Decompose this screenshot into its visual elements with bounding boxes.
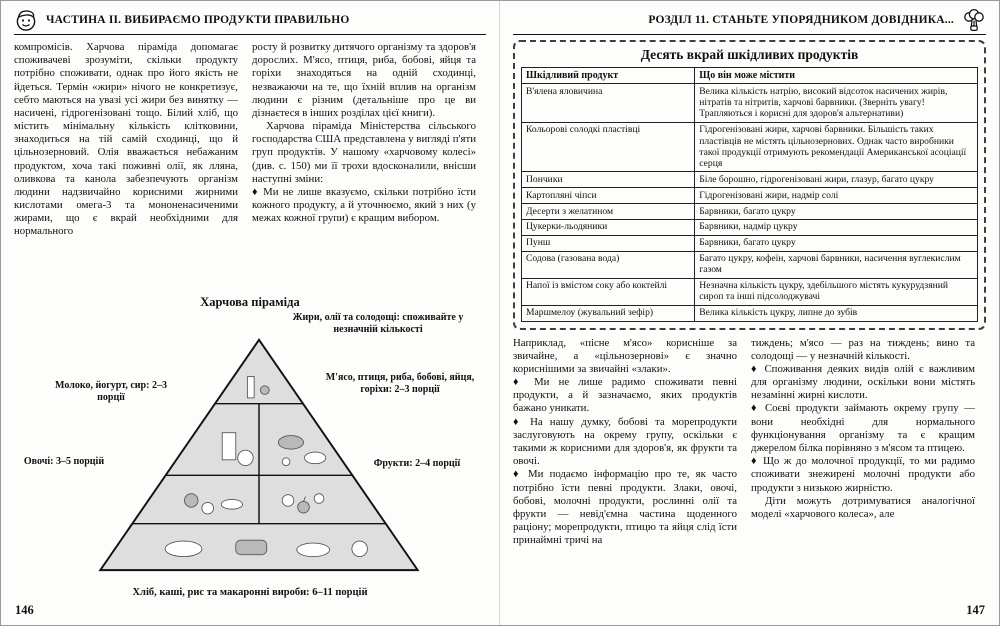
contents-cell: Велика кількість цукру, липне до зубів [695,305,978,321]
pyramid-label-vegetables: Овочі: 3–5 порцій [23,456,105,467]
food-pyramid-diagram [14,312,486,600]
right-header-title: РОЗДІЛ 11. СТАНЬТЕ УПОРЯДНИКОМ ДОВІДНИКА... [648,13,954,26]
pyramid-label-bread: Хліб, каші, рис та макаронні вироби: 6–11 порцій [132,587,368,598]
table-row [522,172,978,188]
paragraph: тиждень; м'ясо — раз на тиждень; вино та солодощі — у незначній кількості. [751,336,975,362]
contents-cell: Біле борошно, гідрогенізовані жири, глазур, багато цукру [695,172,978,188]
contents-cell: Гідрогенізовані жири, харчові барвники. Більшість таких пластівців не містять цільнозернових. Однак часто виробники такої продукції отримують рекомендації Американської асоціації серця [695,122,978,172]
product-cell: Цукерки-льодяники [522,219,695,235]
product-cell: Кольорові солодкі пластівці [522,122,695,172]
pyramid-label-meat: М'ясо, птиця, риба, бобові, яйця, горіхи: 2–3 порції [325,372,475,395]
product-cell: Десерти з желатином [522,204,695,220]
contents-cell: Барвники, надмір цукру [695,219,978,235]
paragraph: ♦ Ми не лише вказуємо, скільки потрібно їсти кожного продукту, а й уточнюємо, який з них (у межах кожної групи) є кращим вибором. [252,185,476,225]
product-cell: Пунш [522,235,695,251]
page-number: 147 [966,603,985,617]
page-right [500,1,999,625]
broccoli-icon [962,8,986,32]
product-cell: Маршмелоу (жувальний зефір) [522,305,695,321]
left-page-header [14,8,486,35]
contents-cell: Незначна кількість цукру, здебільшого містять кукурудзяний сироп та інші підсолоджувачі [695,278,978,305]
paragraph: ♦ На нашу думку, бобові та морепродукти заслуговують на окрему групу, оскільки є такими ж корисними для здоров'я, як фрукти та овочі. [513,415,737,468]
table-row [522,235,978,251]
right-page-header [513,8,986,35]
pyramid-label-dairy: Молоко, йогурт, сир: 2–3 порції [55,380,167,403]
left-column-1 [14,41,238,287]
column-header-contents: Що він може містити [695,68,978,84]
table-row [522,278,978,305]
table-row [522,188,978,204]
product-cell: Картопляні чіпси [522,188,695,204]
page-left [1,1,500,625]
cartoon-face-icon [14,8,38,32]
table-header-row [522,68,978,84]
harmful-products-box [513,40,986,330]
left-header-title: ЧАСТИНА II. ВИБИРАЄМО ПРОДУКТИ ПРАВИЛЬНО [46,13,350,26]
product-cell: Напої із вмістом соку або коктейлі [522,278,695,305]
paragraph: ♦ Соєві продукти займають окрему групу — вони необхідні для нормального функціонування організму та є кращим джерелом білка порівняно з м'ясом та птицею. [751,402,975,454]
right-column-2 [751,337,975,589]
table-row [522,122,978,172]
contents-cell: Гідрогенізовані жири, надмір солі [695,188,978,204]
paragraph: компромісів. Харчова піраміда допомагає споживачеві зрозуміти, скільки продукту потрібно споживати, однак про його якість не йдеться. Термін «жири» нічого не конкретизує, себто маються на увазі усі жири без винятку — насичені, гідрогенізовані тощо. Білий хліб, що містить мінімальну кількість клітковини, знаходиться на тій самій сходинці, що й цільнозерновий. Олія вважається небажаним продуктом, хоча такі поживні олії, як лляна, оливкова та канола забезпечують організм людини надзвичайно корисними жирними кислотами омега-3 та мононенасиченими жирами, що є вкрай необхідними для нормального [14,41,238,238]
paragraph: росту й розвитку дитячого організму та здоров'я дорослих. М'ясо, птиця, риба, бобові, яйця та горіхи знаходяться на одній сходинці, незважаючи на те, що їхній вплив на організм людини є різним (детальніше про це ви дізнаєтеся в інших розділах цієї книги). [252,41,476,119]
right-column-1 [513,337,737,589]
product-cell: Содова (газована вода) [522,251,695,278]
harmful-products-table [521,67,978,322]
paragraph: Наприклад, «пісне м'ясо» корисніше за звичайне, а «цільнозернові» є значно кориснішими за звичайні «злаки». [513,336,737,375]
pyramid-label-fruits: Фрукти: 2–4 порції [373,458,461,469]
pyramid-title: Харчова піраміда [200,295,300,309]
product-cell: Пончики [522,172,695,188]
product-cell: В'ялена яловичина [522,84,695,122]
table-row [522,305,978,321]
pyramid-graphic [94,334,424,574]
right-text-columns [513,337,986,589]
paragraph: ♦ Споживання деяких видів олій є важливим для організму людини, оскільки вони містять незамінні жирні кислоти. [751,362,975,402]
left-text-columns [14,41,486,287]
paragraph: Діти можуть дотримуватися аналогічної моделі «харчового колеса», але [751,494,975,520]
table-row [522,84,978,122]
contents-cell: Велика кількість натрію, високий відсоток насичених жирів, нітратів та нітритів, харчові барвники. (Зверніть увагу! Трапляються і корисні для здоров'я альтернативи) [695,84,978,122]
column-header-product: Шкідливий продукт [522,68,695,84]
table-row [522,219,978,235]
paragraph: ♦ Ми не лише радимо споживати певні продукти, а й зазначаємо, яких продуктів бажано уникати. [513,376,737,415]
left-column-2 [252,41,476,287]
paragraph: Харчова піраміда Міністерства сільського господарства США представлена у вигляді п'яти груп продуктів. У нашому «харчовому колесі» (див. с. 150) ми її трохи вдосконалили, внісши наступні зміни: [252,120,476,185]
contents-cell: Барвники, багато цукру [695,235,978,251]
table-row [522,251,978,278]
pyramid-label-fats: Жири, олії та солодощі: споживайте у незначній кількості [292,312,464,335]
contents-cell: Барвники, багато цукру [695,204,978,220]
contents-cell: Багато цукру, кофеїн, харчові барвники, насичення вуглекислим газом [695,251,978,278]
harmful-products-title: Десять вкрай шкідливих продуктів [640,47,859,62]
table-row [522,204,978,220]
paragraph: ♦ Що ж до молочної продукції, то ми радимо споживати знежирені молочні продукти або продукти з низькою жирністю. [751,455,975,494]
page-number: 146 [15,603,34,617]
paragraph: ♦ Ми подаємо інформацію про те, як часто потрібно їсти певні продукти. Злаки, овочі, бобові, молочні продукти, рослинні олії та фрукти — невід'ємна частина щоденного раціону; морепродукти, птицю та яйця слід їсти принаймні тричі на [513,468,737,547]
